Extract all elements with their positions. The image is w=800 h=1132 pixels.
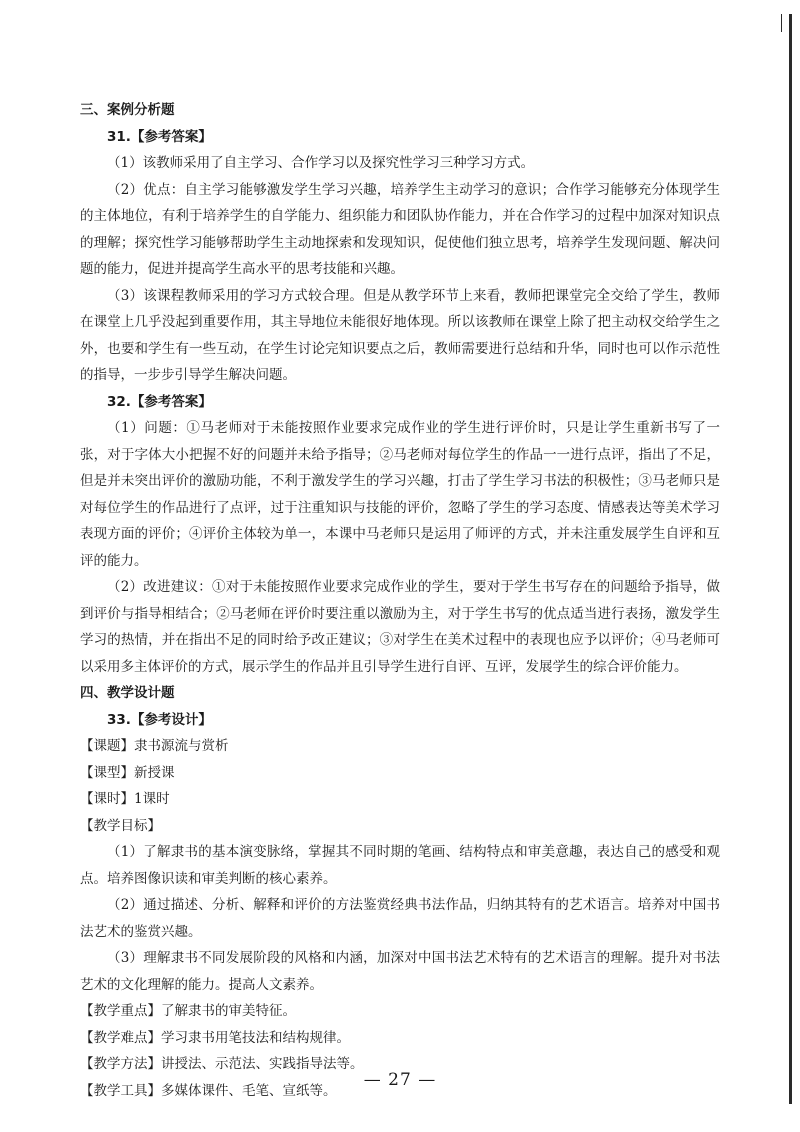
question-32-label: 32.【参考答案】: [107, 393, 212, 410]
q31-answer-part-2: （2）优点：自主学习能够激发学生学习兴趣，培养学生主动学习的意识；合作学习能够充分体现学生的主体地位，有利于培养学生的自学能力、组织能力和团队协作能力，并在合作学习的过程中加深对知识点的理解；探究性学习能够帮助学生主动地探索和发现知识，促使他们独立思考，培养学生发现问题、解决问题的能力，促进并提高学生高水平的思考技能和兴趣。: [80, 181, 720, 277]
teaching-tools: 【教学工具】多媒体课件、毛笔、宣纸等。: [80, 1082, 337, 1099]
section-heading-case-analysis: 三、案例分析题: [80, 102, 175, 118]
teaching-goals-label: 【教学目标】: [80, 817, 161, 834]
teaching-difficulty: 【教学难点】学习隶书用笔技法和结构规律。: [80, 1029, 350, 1046]
teaching-key-point: 【教学重点】了解隶书的审美特征。: [80, 1003, 296, 1019]
page-number: — 27 —: [363, 1070, 437, 1090]
question-31-label: 31.【参考答案】: [107, 128, 212, 145]
teaching-goal-3: （3）理解隶书不同发展阶段的风格和内涵，加深对中国书法艺术特有的艺术语言的理解。提升对书法艺术的文化理解的能力。提高人文素养。: [80, 950, 720, 993]
teaching-goal-2: （2）通过描述、分析、解释和评价的方法鉴赏经典书法作品，归纳其特有的艺术语言。培养对中国书法艺术的鉴赏兴趣。: [80, 897, 720, 940]
q32-answer-part-1: （1）问题：①马老师对于未能按照作业要求完成作业的学生进行评价时，只是让学生重新书写了一张，对于字体大小把握不好的问题并未给予指导；②马老师对每位学生的作品一一进行点评，指出了不足，但是并未突出评价的激励功能，不利于激发学生的学习兴趣，打击了学生学习书法的积极性；③马老师只是对每位学生的作品进行了点评，过于注重知识与技能的评价，忽略了学生的学习态度、情感表达等美术学习表现方面的评价；④评价主体较为单一，本课中马老师只是运用了师评的方式，并未注重发展学生自评和互评的能力。: [80, 420, 720, 569]
section-heading-teaching-design: 四、教学设计题: [80, 685, 175, 701]
lesson-topic: 【课题】隶书源流与赏析: [80, 738, 229, 754]
teaching-methods: 【教学方法】讲授法、示范法、实践指导法等。: [80, 1056, 364, 1072]
q32-answer-part-2: （2）改进建议：①对于未能按照作业要求完成作业的学生，要对于学生书写存在的问题给予指导，做到评价与指导相结合；②马老师在评价时要注重以激励为主，对于学生书写的优点适当进行表扬，激发学生学习的热情，并在指出不足的同时给予改正建议；③对学生在美术过程中的表现也应予以评价；④马老师可以采用多主体评价的方式，展示学生的作品并且引导学生进行自评、互评，发展学生的综合评价能力。: [80, 579, 720, 675]
answer-content: [80, 97, 720, 1104]
q31-answer-part-3: （3）该课程教师采用的学习方式较合理。但是从教学环节上来看，教师把课堂完全交给了学生，教师在课堂上几乎没起到重要作用，其主导地位未能很好地体现。所以该教师在课堂上除了把主动权交给学生之外，也要和学生有一些互动，在学生讨论完知识要点之后，教师需要进行总结和升华，同时也可以作示范性的指导，一步步引导学生解决问题。: [80, 287, 720, 383]
page-spine-line: [789, 14, 792, 1104]
lesson-hours: 【课时】1课时: [80, 791, 170, 807]
page-corner-mark: [781, 14, 782, 32]
question-33-label: 33.【参考设计】: [107, 711, 212, 728]
teaching-goal-1: （1）了解隶书的基本演变脉络，掌握其不同时期的笔画、结构特点和审美意趣，表达自己的感受和观点。培养图像识读和审美判断的核心素养。: [80, 844, 720, 887]
lesson-type: 【课型】新授课: [80, 764, 175, 781]
q31-answer-part-1: （1）该教师采用了自主学习、合作学习以及探究性学习三种学习方式。: [107, 155, 535, 171]
